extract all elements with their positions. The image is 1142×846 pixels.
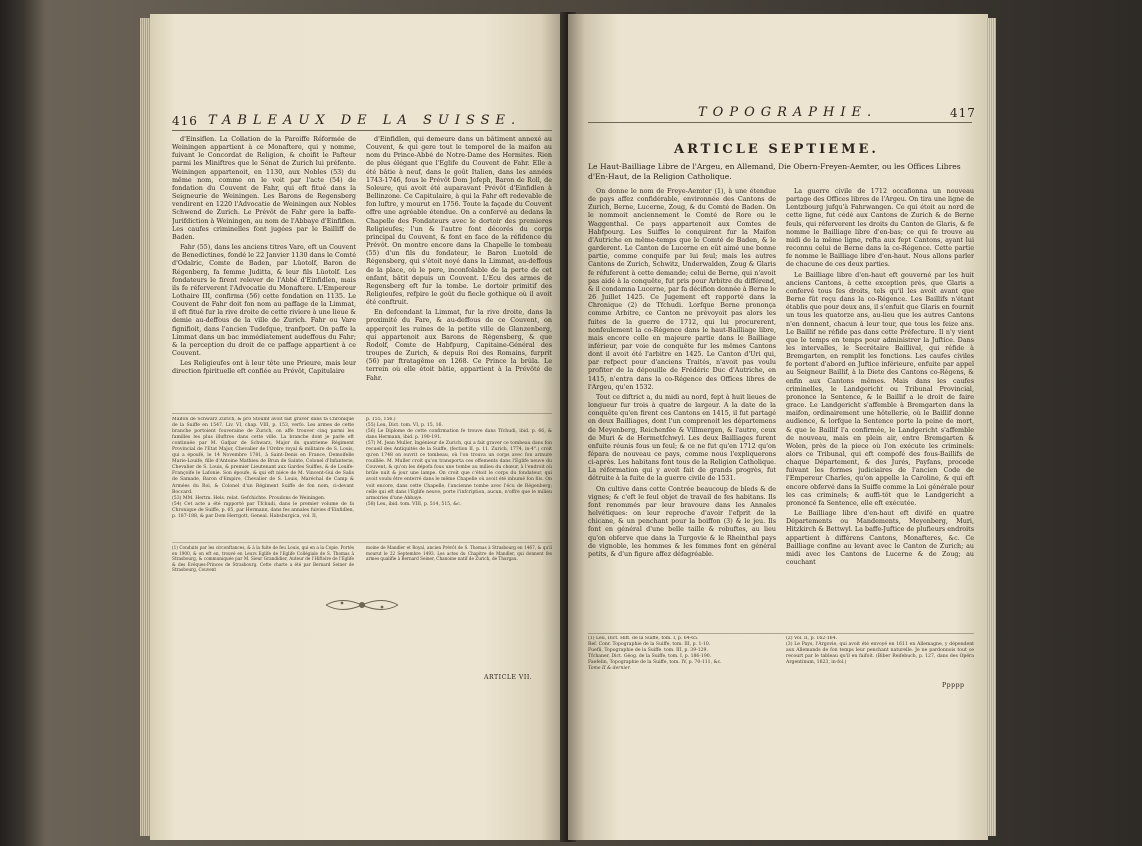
paragraph: d'Einsiflen. La Collation de la Paroiffe Réformée de Weiningen appartient à ce Monaftere, qui y nomme, fuivant le Concordat de Religion, & choifit le Pafteur parmi les Miniftres que le Sénat de Zurich lui préfente. Weiningen appartenoit, en 1130, aux Nobles (53) du même nom, comme on le voit par l'acte (54) de fondation du Couvent de Fahr, qui eft fitué dans la Seigneurie de Weiningen. Les Barons de Regensberg vendirent en 1220 l'Advocatie de Weiningen aux Nobles Schwend de Zurich. Le Prévôt de Fahr gere la baffe-Jurifdiction à Weiningen, au nom de l'Abbaye d'Einfiflen. Les caufes criminelles font jugées par le Bailliff de Baden. — [172, 135, 356, 241]
left-column-2 — [366, 135, 552, 409]
footnote: Ref. Conr. Topographie de la Suiffe, tom. III, p. 1-10. — [588, 642, 711, 648]
right-page-number: 417 — [950, 106, 976, 120]
footnote: Tome II & dernier. — [588, 666, 631, 672]
right-head-rule — [588, 122, 972, 123]
paragraph: d'Einfidlen, qui demeure dans un bâtiment annexé au Couvent, & qui gere tout le temporel de la maifon au nom du Prince-Abbé de Notre-Dame des Hermites. Rien de plus élégant que l'Eglife du Couvent de Fahr. Elle a été bâtie à neuf, dans le goût Italien, dans les années 1743-1746, fous le Prévôt Dom Jofeph, Baron de Roll, de Soleure, qui avoit été auparavant Prévôt d'Einfidlen à Bellinzone. Ce Capitulaire, à qui la Fahr eft redevable de fon luftre, y mourut en 1756. Toute la façade du Couvent offre une agréable étendue. On a confervé au dedans la Chapelle des Fondateurs avec le dortoir des premieres Religieufes; l'un & l'autre font décorés du corps principal du Couvent, & font en face de la réfidence du Prévôt. On montre encore dans la Chapelle le tombeau (55) d'un fils du fondateur, le Baron Luotold de Régensberg, qui s'étoit noyé dans la Limmat, au-deffous de la place, où le pere, inconfolable de la perte de cet enfant, bâtit depuis un Couvent. L'Ecu des armes de Regensberg eft fur la tombe. Le dortoir primitif des Religieufes, refpire le goût du fiecle gothique où il avoit été conftruit. — [366, 135, 552, 307]
left-column-1 — [172, 135, 356, 409]
left-page — [150, 14, 566, 840]
right-running-head: TOPOGRAPHIE. — [698, 105, 878, 120]
bottom-note-rule — [172, 542, 552, 543]
footnote: Tfchaner, Dict. Géog. de la Suiffe, tom. I, p. 186-190. — [588, 654, 712, 660]
article-subtitle: Le Haut-Bailliage Libre de l'Argeu, en Allemand, Die Obern-Freyen-Aemter, ou les Offices Libres d'En-Haut, de la Religion Catholique. — [588, 162, 961, 181]
footnote: (1) Leu, Dict. Hift. de la Suiffe, tom. I, p. 64-65. — [588, 636, 699, 641]
footnote: (55) Leu, Dict. tom. VI, p. 15, 16. — [366, 423, 443, 429]
paragraph: On cultive dans cette Contrée beaucoup de bleds & de vignes; & c'eft le feul objet de travail de fes habitans. Ils font renommés par leur bravoure dans les Annales helvétiques: on leur reproche d'avoir l'efprit de la chicane, & un penchant pour la boiffon (3) & le jeu. Ils font en général d'une belle taille & robuftes, au lieu qu'on obferve que dans la Turgovie & le Rheinthal pays de vignoble, les hommes & les femmes font en général petits, & d'un figure affez défagréable. — [588, 484, 776, 558]
paragraph: Les Religieufes ont à leur tête une Prieure, mais leur direction fpirituelle eft confiée au Prévôt, Capitulaire — [172, 359, 356, 376]
footnote: Maifon de Schwarz Zurich, & pro Stoumf avoit fait graver dans fa Chronique de la Suiffe en 1547. Liv. VI, chap. VIII, p. 153, verfo. Les armes de cette branche portoient fouveraine de Zurich, on affe trouver cinq parmi les familles les plus illuftres dans cette ville. La branche dont je parle eft continuée par M. Gafpar de Schwarz, Major du quatrieme Régiment Provincial de l'Etat Major, Chevalier de l'Ordre royal & militaire de S. Louis, qui a époufé, le 14 Novembre 1781, à Saint-Denis en France, Demoifelle Marie-Louife, fille d'Antoine Mathieu de Brun de Sainte, Colonel d'Infanterie, Chevalier de S. Louis, & premier Lieutenant aux Gardes Suiffes, & de Louife-Françoife le Lafonie. Son époufe, & qui eft niéce de M. Vincent-Gui de Salis de Samade, Baron d'Empire, Chevalier de S. Louis, Maréchal de Camp & Armées du Roi, & Colonel d'un Régiment Suiffe de fon nom, ci-devant Boccard. — [172, 417, 354, 495]
footnote: (57) M. Jean Muller, Ingénieur de Zurich, qui a fait graver ce tombeau dans fon recueil des Antiquités de la Suiffe, (fection II, p. 11. Zurich, 1774, in-4°.) croit qu'en 1748 on ouvrit ce tombeau, où l'on trouva un corps avec fon armure rouillée. M. Muller croit qu'on transporta ces offements dans l'Eglife neuve du Couvent, & qu'on les dépofa fous une tombe au milieu du chœur, à l'endroit où brûle nuit & jour une lampe. On croit que c'étoit le corps du fondateur, qui avoit voulu être enterré dans le même Chapelle où avoit été inhumé fon fils. On voit encore, dans cette Chapelle, l'ancienne tombe avec l'écu de Régenberg; celle qui eft dans l'Eglife neuve, porte l'infcription, aucun, n'offre que le milieu armoiries d'une Abbaye. — [366, 441, 552, 501]
paragraph: Le Bailliage libre d'en-haut eft divifé en quatre Départements ou Mandements, Meyenberg, Muri, Hitzkirch & Bettwyl. La baffe-Juftice de plufieurs endroits appartient à différens Cantons, Monafteres, &c. Ce Bailliage confine au levant avec le Canton de Zurich; au midi avec les Cantons de Lucerne & de Zoug; au couchant — [786, 509, 974, 567]
left-footnotes-col1 — [172, 417, 354, 537]
footnote: p. 155, 156.) — [366, 417, 396, 422]
left-running-head: TABLEAUX DE LA SUISSE. — [208, 113, 522, 128]
footnote: (56) Le Diplome de cette confirmation fe trouve dans Tfchudi, ibid. p. 66, & dans Hermann, ibid. p. 190-191. — [366, 429, 552, 441]
right-page — [568, 14, 988, 840]
right-footnotes-col1 — [588, 636, 774, 680]
paragraph: On donne le nom de Freye-Aemter (1), à une étendue de pays affez confidérable, environnée des Cantons de Zurich, Berne, Lucerne, Zoug, & du Comté de Baden. On le nommoit anciennement le Comté de Rore ou le Waggenthal. Ce pays appartenoit aux Comtes de Habfpourg. Les Suiffes le conquirent fur la Maifon d'Autriche en même-temps que le Comté de Baden, & le garderent. Le Canton de Lucerne en eût aimé une bonne partie, comme conquife par lui feul; mais les autres Cantons de Zurich, Schwitz, Underwalden, Zoug & Glaris fe réfuferent à cette demande; celui de Berne, qui n'avoit pas aidé à la conquête, fut pris pour Arbitre du différend, & il condamna Lucerne, par fa décifion donnée à Berne le 26 Juillet 1425. Ce Jugement eft rapporté dans la Chronique (2) de Tfchudi. Lorfque Berne prononça comme Arbitre, ce Canton ne prévoyoit pas alors les fuites de la guerre de 1712, qui lui procurerent, nonfeulement la co-Régence dans le haut-Bailliage libre, mais encore celle en majeure partie dans le Bailliage inférieur, par voie de conquête fur les mêmes Cantons dont il avoit été l'arbitre en 1425. Le Canton d'Uri qui, par refpect pour d'anciens Traités, n'avoit pas voulu profiter de la dépouille de Frédéric Duc d'Autriche, en 1415, n'entra dans la co-Régence des Offices libres de l'Argeu, qu'en 1532. — [588, 187, 776, 391]
right-column-2 — [786, 187, 974, 629]
footnote: (54) Cet acte a été rapporté par Tfchudi, dans le premier volume de fa Chronique de Suiffe, p. 65, par Hermann, dans fes annales fuivies d'Einfidlen, p. 187-188, & par Dom Herrgott, Geneal. Habsburgica, vol. II, — [172, 501, 354, 519]
left-page-number: 416 — [172, 114, 198, 128]
catchword: ARTICLE VII. — [484, 674, 533, 681]
footnote: (2) Vol. II, p. 162-164. — [786, 636, 837, 641]
left-head-rule — [172, 130, 552, 131]
footnote-rule — [172, 413, 552, 414]
right-page-edges — [986, 18, 996, 836]
signature-mark: Ppppp — [942, 682, 965, 689]
footnote: Faefelin, Topographie de la Suiffe, tom. IV, p. 70-111, &c. — [588, 660, 722, 666]
left-bottom-note-2: moine de Mandler et Royal, ancien Prévôt de S. Thomas à Strasbourg en 1467, & qu'il mourut le 22 Septembre 1493. Les actes du Chapitre de Mandler, qui donnent fes armes qualifie à Bernard Seiner, Chanoine natif de Zurich, de Thurgau. — [366, 545, 552, 562]
footnote: (3) Le Pays, l'Argovie, qui avoit été envoyé en 1611 en Allemagne, y dépendent aux Allemands de fon temps leur penchant naturelle. Je ne pardonnois tout ce recourt par le tableau qu'il en faifoit. (Biber Reifebuch, p. 127, dans des Opéra Argentinum, 1623, in-fol.) — [786, 642, 974, 666]
paragraph: Tout ce diftrict a, du midi au nord, fept à huit lieues de longueur fur trois à quatre de largeur. A la date de la conquête qu'en firent ces Cantons en 1415, il fut partagé en deux Bailliages, dont l'un comprenoit les départemens de Meyenberg, Reichenfée & Villmergen, & l'autre, ceux de Muri & de Hermetfchwyl. Les deux Bailliages furent enfuite réunis fous un feul; & ce ne fut qu'en 1712 qu'on fépara de nouveau ce pays, comme nous l'expliquerons ci-après. Les habitans font tous de la Religion Catholique. La réformation qui y avoit fait de grands progrès, fut détruite à la fuite de la guerre civile de 1531. — [588, 392, 776, 483]
right-column-1 — [588, 187, 776, 629]
left-bottom-note-1: (1) Conduits par les circonftances, & à la fuite de feu Louis, qui en a la Copie. Portés en 1900, & on eft en, trouvé en Leurs Eglife de l'Eglife Collégiale de S. Thomas à Strasbourg, & communiquée par M. Sieur Grandidier, Auteur de l'Hiftoire de l'Eglife & des Evêques-Princes de Strasbourg. Cette charte a été par Bernard Seiner de Strasbourg, Couvent — [172, 545, 354, 573]
paragraph: En defcendant la Limmat, fur la rive droite, dans la proximité du Fare, & au-deffous de ce Couvent, on apperçoit les ruines de la petite ville de Glanzenberg, qui appartenoit aux Barons de Régensberg, & que Rodolf, Comte de Habfpurg, Capitaine-Général des troupes de Zurich, & depuis Roi des Romains, furprit (56) par ftratagême en 1268. Ce Prince la brûla. Le terrein où elle étoit bâtie, appartient à la Prévôté de Fahr. — [366, 308, 552, 382]
footnote: (58) Leu, ibid. tom. VIII, p. 514, 515, &c. — [366, 501, 462, 507]
footnote-rule — [588, 633, 974, 634]
article-title: ARTICLE SEPTIEME. — [674, 142, 879, 157]
paragraph: La guerre civile de 1712 occafionna un nouveau partage des Offices libres de l'Argeu. On tira une ligne de Lentzbourg jufqu'à Fahrwangen. Ce qui étoit au nord de cette ligne, fut cédé aux Cantons de Zurich & de Berne feuls, qui réferverent les droits du Canton de Glaris, & fe nomme le Bailliage libre d'en-bas; ce qui fe trouve au midi de la même ligne, refta aux fept Cantons, ayant lui reconnu celui de Berne dans la co-Régence. Cette partie fe nomme le Bailliage libre d'en-haut. Nous allons parler de chacune de ces deux parties. — [786, 187, 974, 269]
right-footnotes-col2 — [786, 636, 974, 680]
paragraph: Le Bailliage libre d'en-haut eft gouverné par les huit anciens Cantons, à cette exception près, que Glaris a confervé tous fes droits, tels qu'il les avoit avant que Berne fût reçu dans la co-Régence. Les Baillifs n'étant établis que pour deux ans, il s'enfuit que Glaris en fournit un tous les quatorze ans, au-lieu que les autres Cantons n'en donnent, chacun à leur tour, que tous les feize ans. Le Baillif ne réfide pas dans cette Préfecture. Il n'y vient que le temps en temps pour administrer la Juftice. Dans les intervalles, le Secrétaire Baillival, qui réfide à Bremgarten, en remplit les fonctions. Les caufes civiles fe portent d'abord en Juftice inférieure, enfuite par appel au Seigneur Baillif, à la Diete des Cantons co-Régens, & enfin aux Cantons mêmes. Mais dans les caufes criminelles, le Landgericht ou Tribunal Provincial, prononce la Sentence, & le Baillif a le droit de faire grace. Le Landgericht s'affemble à Bremgarten dans la maifon, ordinairement une hôtellerie, où le Baillif donne audience, & lorfque la Sentence porte la peine de mort, & que le Baillif l'a confirmée, le Landgericht s'affemble de nouveau, mais en plein air, entre Bremgarten & Wolen, près de la piece où l'on exécute les criminels: alors ce Tribunal, qui eft compofé des fous-Baillifs de chaque Département, & des Jurés, Payfans, procede fuivant les formes judiciaires de l'ancien Code de l'Empereur Charles, qu'on appelle la Caroline, & qui eft encore obfervé dans la Suiffe comme la Loi générale pour les cas criminels; & auffi-tôt que le Landgericht a prononcé fa Sentence, elle eft exécutée. — [786, 270, 974, 507]
left-footnotes-col2 — [366, 417, 552, 537]
paragraph: Fahr (55), dans les anciens titres Vare, eft un Couvent de Benedictines, fondé le 22 Janvier 1130 dans le Comté d'Odalric, Comte de Baden, par Lüotolf, Baron de Régenberg, fa femme Juditta, & leur fils Lüotolf. Les fondateurs le firent relever de l'Abbé d'Einfidlen, mais ils fe réferverent l'Advocatie du Monaftere. L'Empereur Lothaire III, confirma (56) cette fondation en 1135. Le Couvent de Fahr doit fon nom au paffage de la Limmat, il eft fitué fur la rive droite de cette riviere à une lieue & demie au-deffous de la ville de Zurich. Fahr ou Vare fignifioit, dans l'ancien Tudefque, tranfport. On paffe la Limmat dans un bac immédiatement audeffous du Fahr; & la perception du droit de ce paffage appartient à ce Couvent. — [172, 243, 356, 358]
footnote: (53) MM. Hertm. Hels. relat. Gefchichte. Proudons de Weiningen. — [172, 495, 326, 501]
footnote: Fuefli, Topographie de la Suiffe. tom. III, p. 39-129. — [588, 648, 708, 654]
tailpiece-ornament-icon — [322, 594, 402, 616]
